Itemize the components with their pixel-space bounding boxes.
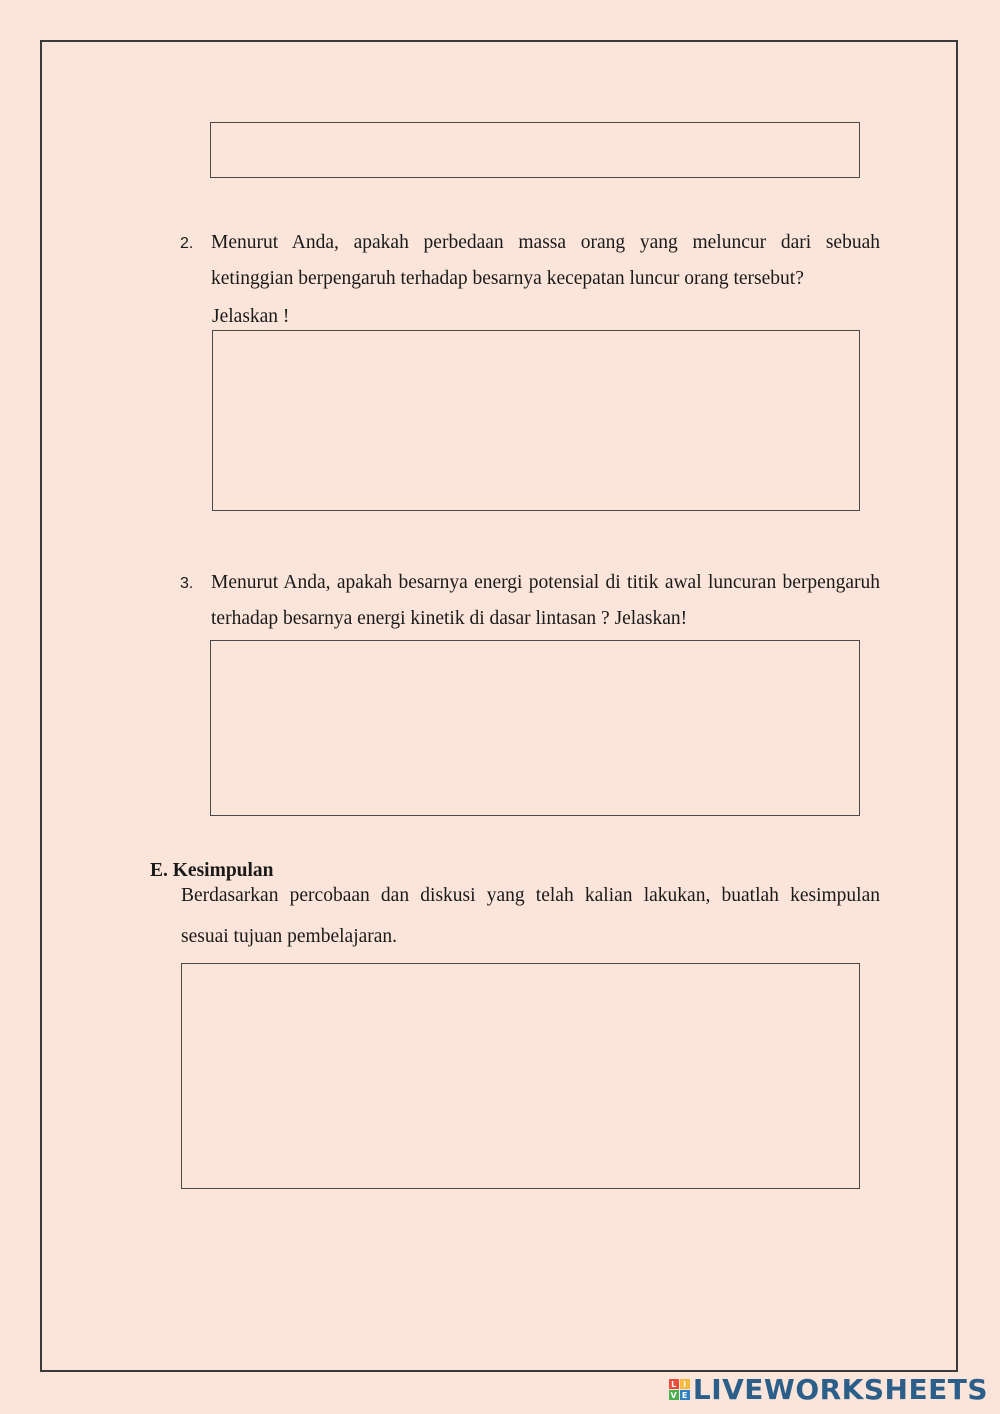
section-e-line-1: Berdasarkan percobaan dan diskusi yang telah kalian lakukan, buatlah kesimpulan (181, 885, 880, 906)
answer-box-conclusion[interactable] (181, 963, 860, 1189)
logo-mark-e: E (680, 1390, 690, 1400)
question-2-line-2: ketinggian berpengaruh terhadap besarnya kecepatan luncur orang tersebut? (211, 268, 804, 289)
question-3-line-2: terhadap besarnya energi kinetik di dasar lintasan ? Jelaskan! (211, 608, 688, 629)
answer-box-2[interactable] (212, 330, 860, 511)
liveworksheets-logo (669, 1373, 988, 1406)
logo-mark-l: L (669, 1379, 679, 1389)
answer-box-1[interactable] (210, 122, 860, 178)
answer-box-3[interactable] (210, 640, 860, 816)
logo-mark-i: I (680, 1379, 690, 1389)
section-e-line-2: sesuai tujuan pembelajaran. (181, 926, 398, 947)
question-2-line-3: Jelaskan ! (212, 306, 290, 327)
question-2-line-1: Menurut Anda, apakah perbedaan massa orang yang meluncur dari sebuah (211, 232, 880, 253)
liveworksheets-logo-icon (669, 1379, 690, 1400)
question-3-number: 3. (180, 575, 194, 592)
section-e-heading: E. Kesimpulan (150, 860, 274, 881)
liveworksheets-logo-text: LIVEWORKSHEETS (692, 1373, 988, 1406)
question-2-number: 2. (180, 235, 194, 252)
question-3-line-1: Menurut Anda, apakah besarnya energi potensial di titik awal luncuran berpengaruh (211, 572, 880, 593)
logo-mark-v: V (670, 1390, 678, 1400)
